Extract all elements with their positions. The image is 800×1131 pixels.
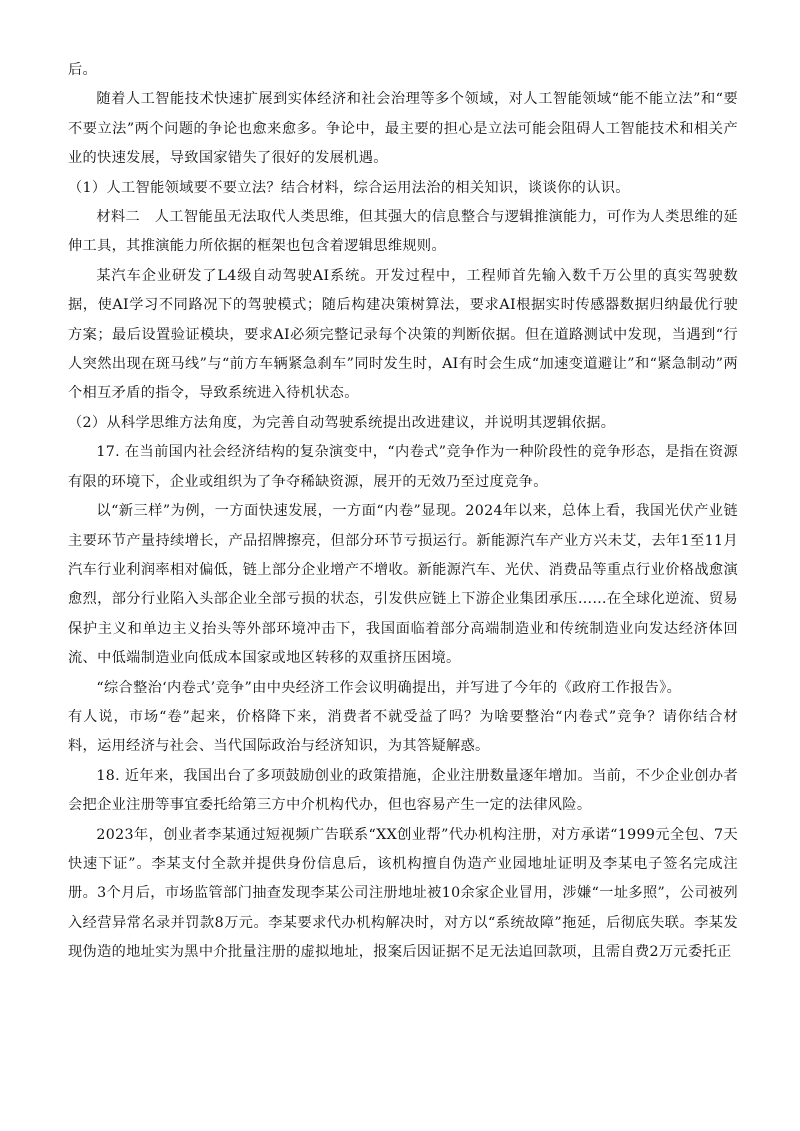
- paragraph-ai-legislation-debate: 随着人工智能技术快速扩展到实体经济和社会治理等多个领域，对人工智能领域“能不能立法”和“要不要立法”两个问题的争论也愈来愈多。争论中，最主要的担心是立法可能会阻碍人工智能技术和相关产业的快速发展，导致国家错失了很好的发展机遇。: [68, 91, 738, 167]
- paragraph-government-report: “综合整治‘内卷式’竞争”由中央经济工作会议明确提出，并写进了今年的《政府工作报告》。: [96, 679, 682, 696]
- paragraph-continuation: 后。: [68, 62, 98, 78]
- paragraph-autonomous-driving: 某汽车企业研发了L4级自动驾驶AI系统。开发过程中，工程师首先输入数千万公里的真实驾驶数据，使AI学习不同路况下的驾驶模式；随后构建决策树算法，要求AI根据实时传感器数据归纳最优行驶方案；最后设置验证模块，要求AI必须完整记录每个决策的判断依据。但在道路测试中发现，当遇到“行人突然出现在斑马线”与“前方车辆紧急刹车”同时发生时，AI有时会生成“加速变道避让”和“紧急制动”两个相互矛盾的指令，导致系统进入待机状态。: [68, 267, 738, 402]
- paragraph-new-three: 以“新三样”为例，一方面快速发展，一方面“内卷”显现。2024年以来，总体上看，我国光伏产业链主要环节产量持续增长，产品招牌擦亮，但部分环节亏损运行。新能源汽车产业方兴未艾，去年1至11月汽车行业利润率相对偏低，链上部分企业增产不增收。新能源汽车、光伏、消费品等重点行业价格战愈演愈烈，部分行业陷入头部企业全部亏损的状态，引发供应链上下游企业集团承压……在全球化逆流、贸易保护主义和单边主义抬头等外部环境冲击下，我国面临着部分高端制造业和传统制造业向发达经济体回流、中低端制造业向低成本国家或地区转移的双重挤压困境。: [68, 503, 738, 667]
- question-17-intro: 17. 在当前国内社会经济结构的复杂演变中，“内卷式”竞争作为一种阶段性的竞争形态，是指在资源有限的环境下，企业或组织为了争夺稀缺资源，展开的无效乃至过度竞争。: [68, 444, 738, 490]
- paragraph-material-2: 材料二 人工智能虽无法取代人类思维，但其强大的信息整合与逻辑推演能力，可作为人类思维的延伸工具，其推演能力所依据的框架也包含着逻辑思维规则。: [68, 209, 738, 255]
- question-2: （2）从科学思维方法角度，为完善自动驾驶系统提出改进建议，并说明其逻辑依据。: [68, 414, 616, 431]
- question-18-intro: 18. 近年来，我国出台了多项鼓励创业的政策措施，企业注册数量逐年增加。当前，不少企业创办者会把企业注册等事宜委托给第三方中介机构代办，但也容易产生一定的法律风险。: [68, 767, 738, 814]
- question-1: （1）人工智能领域要不要立法？结合材料，综合运用法治的相关知识，谈谈你的认识。: [68, 179, 630, 196]
- question-17-prompt: 有人说，市场“卷”起来，价格降下来，消费者不就受益了吗？为啥要整治“内卷式”竞争？请你结合材料，运用经济与社会、当代国际政治与经济知识，为其答疑解惑。: [68, 708, 738, 755]
- paragraph-case-li: 2023年，创业者李某通过短视频广告联系“XX创业帮”代办机构注册，对方承诺“1999元全包、7天快速下证”。李某支付全款并提供身份信息后，该机构擅自伪造产业园地址证明及李某电子签名完成注册。3个月后，市场监管部门抽查发现李某公司注册地址被10余家企业冒用，涉嫌“一址多照”，公司被列入经营异常名录并罚款8万元。李某要求代办机构解决时，对方以“系统故障”拖延，后彻底失联。李某发现伪造的地址实为黑中介批量注册的虚拟地址，报案后因证据不足无法追回款项，且需自费2万元委托正: [68, 826, 738, 961]
